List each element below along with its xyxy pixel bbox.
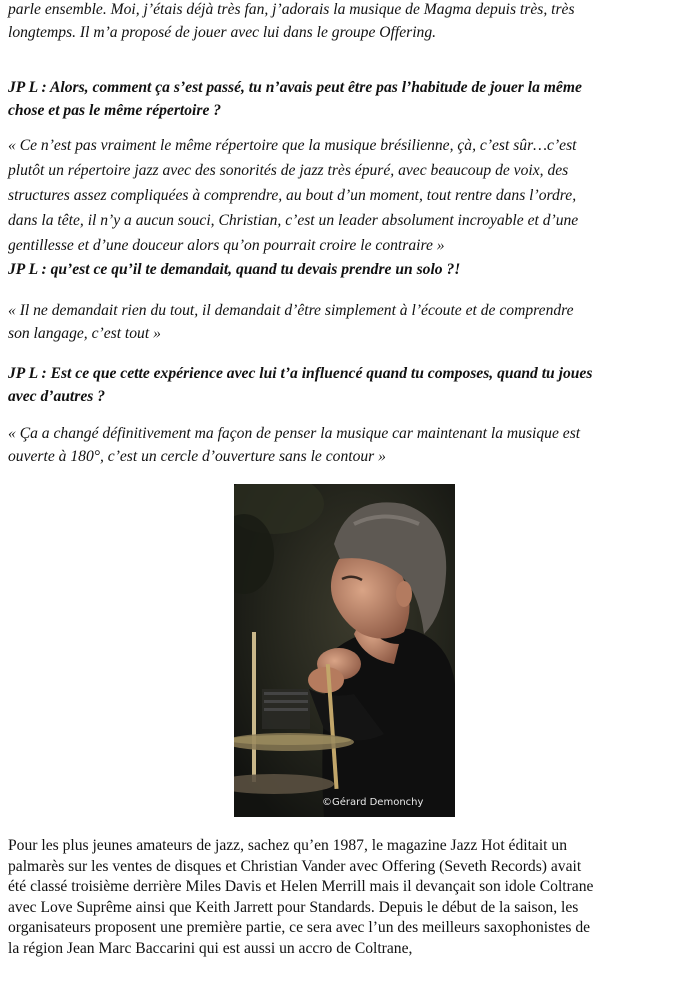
paragraph-7-line-4: organisateurs proposent une première partie, ce sera avec l’un des meilleurs saxophonistes de <box>8 919 591 936</box>
musician-photo <box>234 484 455 817</box>
paragraph-6-line-0: « Ça a changé définitivement ma façon de penser la musique car maintenant la musique est <box>8 425 581 442</box>
paragraph-1-line-1: chose et pas le même répertoire ? <box>8 102 222 119</box>
paragraph-4-line-0: « Il ne demandait rien du tout, il demandait d’être simplement à l’écoute et de comprendre <box>8 302 574 319</box>
paragraph-7-line-0: Pour les plus jeunes amateurs de jazz, sachez qu’en 1987, le magazine Jazz Hot éditait un <box>8 837 568 854</box>
paragraph-5-line-0: JP L : Est ce que cette expérience avec lui t’a influencé quand tu composes, quand tu joues <box>8 365 593 382</box>
paragraph-4-line-1: son langage, c’est tout » <box>8 325 161 342</box>
paragraph-5-line-1: avec d’autres ? <box>8 388 106 405</box>
paragraph-6-line-1: ouverte à 180°, c’est un cercle d’ouverture sans le contour » <box>8 448 386 465</box>
paragraph-2-line-1: plutôt un répertoire jazz avec des sonorités de jazz très épuré, avec beaucoup de voix, des <box>8 162 569 179</box>
musician-illustration <box>234 484 455 817</box>
paragraph-7-line-3: avec Love Suprême ainsi que Keith Jarrett pour Standards. Depuis le début de la saison, les <box>8 898 579 916</box>
paragraph-2-line-2: structures assez compliquées à comprendre, au bout d’un moment, tout rentre dans l’ordre, <box>8 187 577 204</box>
paragraph-7-line-2: été classé troisième derrière Miles Davis et Helen Merrill mais il devançait son idole Coltrane <box>8 878 594 895</box>
paragraph-2-line-0: « Ce n’est pas vraiment le même répertoire que la musique brésilienne, çà, c’est sûr…c’est <box>8 137 577 154</box>
paragraph-0-line-0: parle ensemble. Moi, j’étais déjà très fan, j’adorais la musique de Magma depuis très, très <box>8 1 575 18</box>
paragraph-7-line-1: palmarès sur les ventes de disques et Christian Vander avec Offering (Seveth Records) avait <box>8 857 582 875</box>
paragraph-3-line-0: JP L : qu’est ce qu’il te demandait, quand tu devais prendre un solo ?! <box>8 261 461 278</box>
paragraph-2-line-4: gentillesse et d’une douceur alors qu’on pourrait croire le contraire » <box>8 237 445 254</box>
paragraph-0-line-1: longtemps. Il m’a proposé de jouer avec lui dans le groupe Offering. <box>8 24 437 41</box>
paragraph-2-line-3: dans la tête, il n’y a aucun souci, Christian, c’est un leader absolument incroyable et d’une <box>8 212 579 229</box>
photo-credit: ©Gérard Demonchy <box>322 797 424 808</box>
paragraph-1-line-0: JP L : Alors, comment ça s’est passé, tu n’avais peut être pas l’habitude de jouer la même <box>8 79 582 96</box>
paragraph-7-line-5: la région Jean Marc Baccarini qui est aussi un accro de Coltrane, <box>8 939 413 957</box>
